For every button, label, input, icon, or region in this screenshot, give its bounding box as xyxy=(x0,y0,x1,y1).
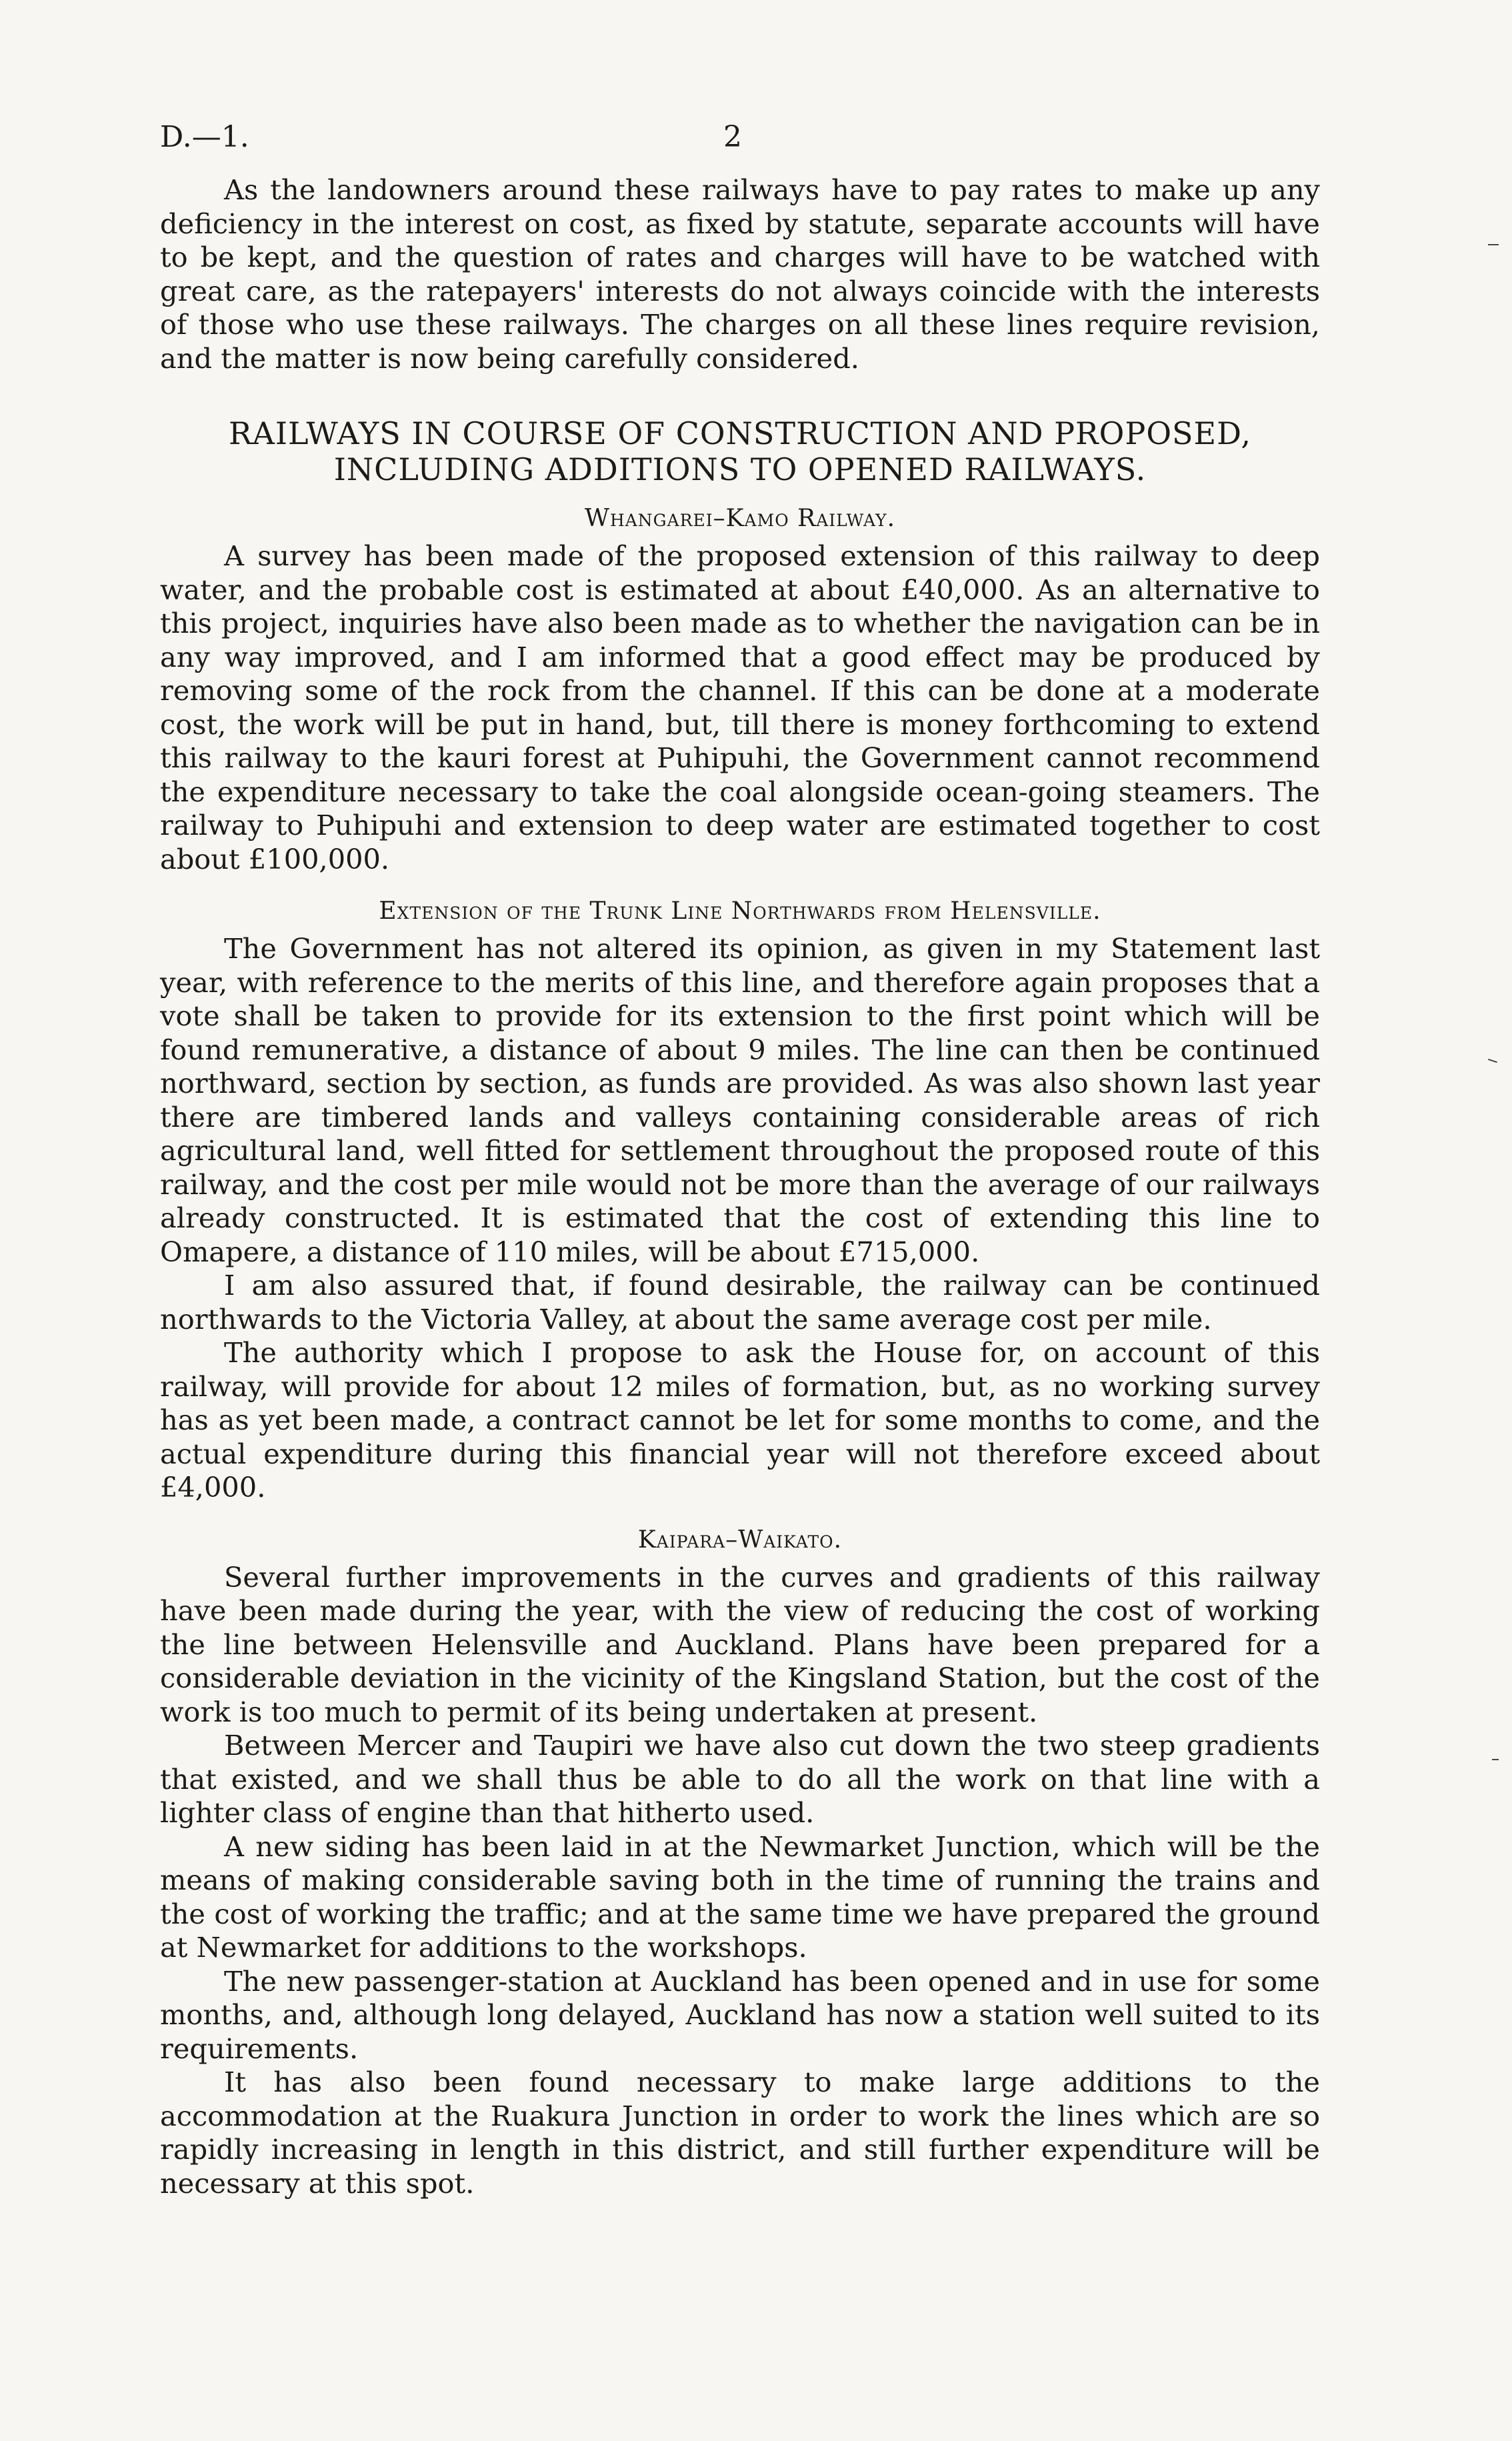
section-whangarei-kamo xyxy=(160,502,1320,876)
section-heading: Whangarei–Kamo Railway. xyxy=(584,505,896,532)
paragraph: Several further improvements in the curves and gradients of this railway have been made during the year, with the view of reducing the cost of working the line between Helensville and Auckland. Plans have been prepared for a considerable deviation in the vicinity of the Kingsland Station, but the cost of the work is too much to permit of its being undertaken at present. xyxy=(160,1560,1320,1728)
section-trunk-line-extension xyxy=(160,895,1320,1505)
section-heading: Kaipara–Waikato. xyxy=(637,1526,843,1554)
margin-mark xyxy=(1488,1059,1497,1063)
margin-mark xyxy=(1492,1759,1499,1760)
section-heading: Extension of the Trunk Line Northwards from Helensville. xyxy=(379,897,1101,925)
document-reference: D.—1. xyxy=(160,120,249,154)
paragraph: It has also been found necessary to make large additions to the accommodation at the Ruakura Junction in order to work the lines which are so rapidly increasing in length in this district, and still further expenditure will be necessary at this spot. xyxy=(160,2066,1320,2200)
section-kaipara-waikato xyxy=(160,1524,1320,2201)
paragraph: A new siding has been laid in at the Newmarket Junction, which will be the means of making considerable saving both in the time of running the trains and the cost of working the traffic; and at the same time we have prepared the ground at Newmarket for additions to the workshops. xyxy=(160,1830,1320,1964)
paragraph: A survey has been made of the proposed extension of this railway to deep water, and the probable cost is estimated at about £40,000. As an alternative to this project, inquiries have also been made as to whether the navigation can be in any way improved, and I am informed that a good effect may be produced by removing some of the rock from the channel. If this can be done at a moderate cost, the work will be put in hand, but, till there is money forthcoming to extend this railway to the kauri forest at Puhipuhi, the Government cannot recommend the expenditure necessary to take the coal alongside ocean-going steamers. The railway to Puhipuhi and extension to deep water are estimated together to cost about £100,000. xyxy=(160,539,1320,875)
paragraph: The authority which I propose to ask the House for, on account of this railway, will provide for about 12 miles of formation, but, as no working survey has as yet been made, a contract cannot be let for some months to come, and the actual expenditure during this financial year will not therefore exceed about £4,000. xyxy=(160,1336,1320,1504)
paragraph: The Government has not altered its opinion, as given in my Statement last year, with reference to the merits of this line, and therefore again proposes that a vote shall be taken to provide for its extension to the first point which will be found remunerative, a distance of about 9 miles. The line can then be continued northward, section by section, as funds are provided. As was also shown last year there are timbered lands and valleys containing considerable areas of rich agricultural land, well fitted for settlement throughout the proposed route of this railway, and the cost per mile would not be more than the average of our railways already constructed. It is estimated that the cost of extending this line to Omapere, a distance of 110 miles, will be about £715,000. xyxy=(160,932,1320,1268)
section-title: RAILWAYS IN COURSE OF CONSTRUCTION AND PROPOSED, INCLUDING ADDITIONS TO OPENED RAILWAYS. xyxy=(228,415,1251,487)
page-header xyxy=(160,120,1320,173)
margin-mark xyxy=(1488,244,1499,245)
paragraph: The new passenger-station at Auckland has been opened and in use for some months, and, although long delayed, Auckland has now a station well suited to its requirements. xyxy=(160,1964,1320,2065)
paragraph: I am also assured that, if found desirable, the railway can be continued northwards to the Victoria Valley, at about the same average cost per mile. xyxy=(160,1269,1320,1336)
page-number: 2 xyxy=(723,120,742,154)
paragraph: Between Mercer and Taupiri we have also cut down the two steep gradients that existed, and we shall thus be able to do all the work on that line with a lighter class of engine than that hitherto used. xyxy=(160,1729,1320,1829)
document-page xyxy=(160,120,1320,2200)
intro-paragraph: As the landowners around these railways have to pay rates to make up any deficiency in the interest on cost, as fixed by statute, separate accounts will have to be kept, and the question of rates and charges will have to be watched with great care, as the ratepayers' interests do not always coincide with the interests of those who use these railways. The charges on all these lines require revision, and the matter is now being carefully considered. xyxy=(160,173,1320,375)
